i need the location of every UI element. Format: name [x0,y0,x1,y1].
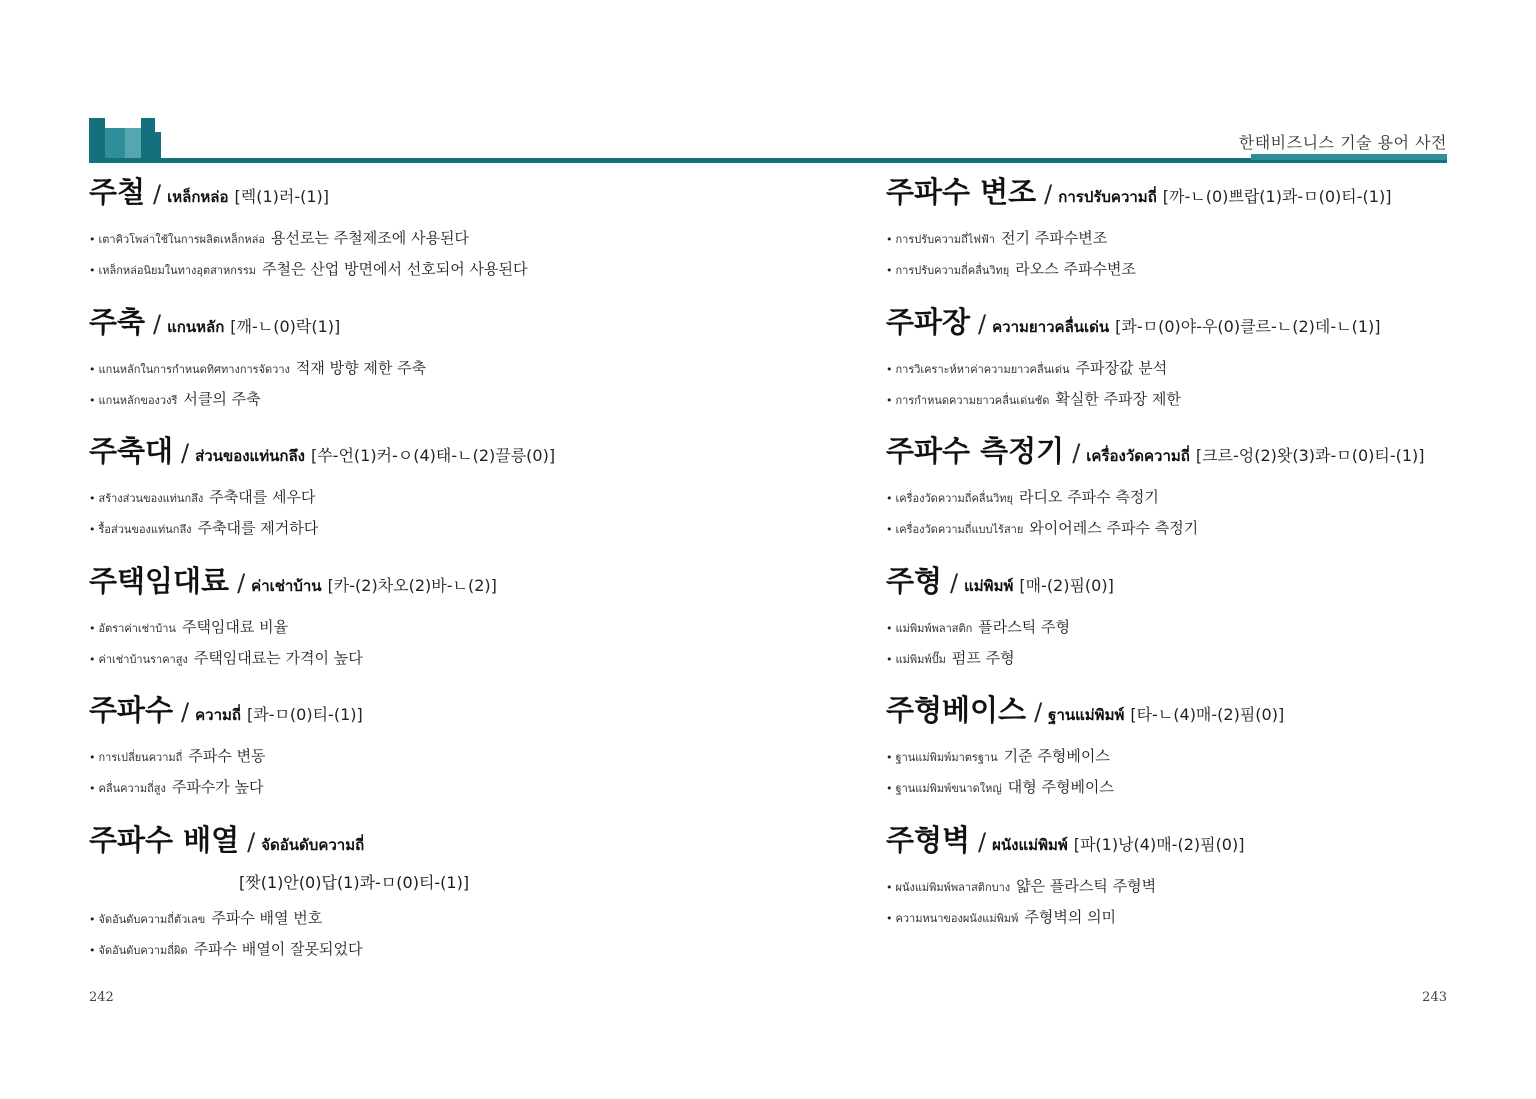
example-item [886,353,1526,384]
example-thai: เตาคิวโพล่าใช้ในการผลิตเหล็กหล่อ [98,233,266,246]
example-thai: คลื่นความถี่สูง [98,782,166,795]
example-list [89,741,729,803]
entry-headline [89,172,729,217]
dictionary-entry [89,431,729,561]
example-thai: ฐานแม่พิมพ์ขนาดใหญ่ [895,782,1002,795]
logo-bar [141,118,155,162]
left-page-column [89,172,729,958]
entry-meaning: เหล็กหล่อ [167,188,229,206]
example-thai: การปรับความถี่ไฟฟ้า [895,233,996,246]
example-item [886,643,1526,674]
logo-bar [89,118,105,162]
book-title: 한태비즈니스 기술 용어 사전 [1238,133,1447,152]
bullet-icon: • [89,621,96,635]
example-korean: 플라스틱 주형 [978,617,1070,636]
logo-bar [105,128,125,162]
bullet-icon: • [89,233,96,246]
bullet-icon: • [89,652,96,666]
example-korean: 주택임대료 비율 [181,617,289,636]
separator: / [1072,439,1081,467]
entry-meaning: ความยาวคลื่นเด่น [992,317,1110,336]
example-item [89,612,729,643]
dictionary-entry [886,690,1526,820]
example-list [886,482,1526,544]
bullet-icon: • [886,362,893,376]
entry-headline [886,820,1526,865]
bullet-icon: • [886,264,893,277]
book-title-underline [1251,154,1447,160]
entry-headline [89,431,729,476]
entry-pronunciation: [매-(2)핌(0)] [1019,575,1114,595]
example-thai: แม่พิมพ์ปั๊ม [895,652,946,666]
entry-term: 주파수 변조 [886,175,1037,209]
example-korean: 확실한 주파장 제한 [1055,389,1181,408]
example-korean: 라오스 주파수변조 [1015,260,1136,278]
example-korean: 얇은 플라스틱 주형벽 [1016,876,1157,895]
example-thai: เครื่องวัดความถี่แบบไร้สาย [895,523,1024,536]
separator: / [1034,698,1043,726]
entry-headline [89,302,729,347]
example-korean: 용선로는 주철제조에 사용된다 [271,229,469,247]
example-list [886,871,1526,933]
bullet-icon: • [886,621,893,635]
separator: / [153,309,162,338]
logo-bar [125,128,141,162]
bullet-icon: • [886,782,893,795]
example-thai: แกนหลักในการกำหนดทิศทางการจัดวาง [98,362,290,376]
example-item [886,741,1526,772]
example-thai: เหล็กหล่อนิยมในทางอุตสาหกรรม [98,264,257,277]
example-thai: ค่าเช่าบ้านราคาสูง [98,652,188,666]
bullet-icon: • [886,911,893,925]
example-item [886,482,1526,513]
entry-meaning: แม่พิมพ์ [964,576,1014,595]
entry-headline [89,820,729,865]
example-list [886,223,1526,285]
separator: / [237,568,246,597]
example-korean: 주파수가 높다 [171,778,264,796]
example-thai: รื้อส่วนของแท่นกลึง [98,523,192,536]
example-item [886,254,1526,285]
example-list [886,741,1526,803]
bullet-icon: • [89,912,96,926]
page-number-right: 243 [1422,990,1447,1005]
entry-pronunciation: [쑤-언(1)커-ㅇ(4)태-ㄴ(2)끌릉(0)] [310,446,556,465]
example-korean: 주택임대료는 가격이 높다 [193,648,363,667]
example-item [886,223,1526,254]
bullet-icon: • [886,393,893,407]
example-korean: 주철은 산업 방면에서 선호되어 사용된다 [262,260,528,278]
entry-pronunciation: [까-ㄴ(0)쁘랍(1)콰-ㅁ(0)티-(1)] [1162,187,1392,206]
example-thai: อัตราค่าเช่าบ้าน [98,621,176,635]
bullet-icon: • [89,492,96,505]
entry-headline [89,561,729,606]
separator: / [978,309,987,338]
example-item [886,384,1526,415]
example-korean: 적재 방향 제한 주축 [295,358,427,377]
entry-pronunciation: [파(1)낭(4)매-(2)핌(0)] [1073,834,1245,854]
dictionary-entry [89,172,729,302]
example-thai: การกำหนดความยาวคลื่นเด่นชัด [895,393,1050,407]
example-thai: เครื่องวัดความถี่คลื่นวิทยุ [895,492,1013,505]
example-thai: ความหนาของผนังแม่พิมพ์ [895,911,1019,925]
example-thai: ผนังแม่พิมพ์พลาสติกบาง [895,880,1011,894]
entry-meaning: การปรับความถี่ [1058,188,1157,206]
example-item [89,903,729,934]
bullet-icon: • [886,492,893,505]
example-list [89,903,729,965]
example-korean: 전기 주파수변조 [1001,229,1108,247]
bullet-icon: • [89,751,96,764]
entry-pronunciation: [타-ㄴ(4)매-(2)핌(0)] [1130,705,1285,724]
bullet-icon: • [89,264,96,277]
separator: / [181,698,190,726]
entry-meaning: แกนหลัก [167,317,225,336]
example-item [89,353,729,384]
example-item [89,223,729,254]
dictionary-entry [886,431,1526,561]
entry-meaning: ผนังแม่พิมพ์ [992,835,1068,854]
example-list [886,353,1526,415]
dictionary-entry [89,302,729,432]
separator: / [1044,180,1053,208]
example-thai: การวิเคราะห์หาค่าความยาวคลื่นเด่น [895,362,1070,376]
entry-headline [886,431,1526,476]
example-korean: 라디오 주파수 측정기 [1018,488,1159,506]
example-korean: 주형벽의 의미 [1024,907,1117,926]
bullet-icon: • [89,362,96,376]
entry-meaning: ความถี่ [195,706,241,724]
example-item [89,741,729,772]
example-item [89,772,729,803]
example-item [89,934,729,965]
page-number-left: 242 [89,990,114,1005]
entry-pronunciation: [깨-ㄴ(0)락(1)] [230,316,341,336]
example-korean: 주축대를 제거하다 [197,519,319,537]
bullet-icon: • [89,393,96,407]
publisher-logo [89,118,161,162]
example-list [886,612,1526,674]
example-korean: 주파수 배열 번호 [211,908,323,927]
entry-term: 주철 [89,175,146,209]
bullet-icon: • [89,782,96,795]
separator: / [978,827,987,856]
entry-meaning: ค่าเช่าบ้าน [251,576,322,595]
entry-pronunciation: [콰-ㅁ(0)야-우(0)클르-ㄴ(2)데-ㄴ(1)] [1115,316,1381,336]
example-item [89,643,729,674]
entry-term: 주형벽 [886,822,971,857]
example-korean: 와이어레스 주파수 측정기 [1029,519,1199,537]
entry-term: 주파수 측정기 [886,434,1065,468]
separator: / [181,439,190,467]
example-list [89,353,729,415]
entry-headline [886,172,1526,217]
entry-pronunciation: [렉(1)러-(1)] [234,187,330,206]
entry-headline [89,690,729,735]
right-page-column [886,172,1526,949]
dictionary-entry [89,820,729,958]
dictionary-entry [886,561,1526,691]
example-thai: จัดอันดับความถี่ตัวเลข [98,912,206,926]
example-item [886,902,1526,933]
example-item [886,612,1526,643]
example-thai: ฐานแม่พิมพ์มาตรฐาน [895,751,998,764]
bullet-icon: • [886,751,893,764]
example-item [89,384,729,415]
entry-headline [886,561,1526,606]
example-list [89,612,729,674]
example-korean: 대형 주형베이스 [1007,778,1114,796]
entry-meaning: จัดอันดับความถี่ [261,835,365,854]
bullet-icon: • [886,233,893,246]
example-korean: 주파수 변동 [188,747,266,765]
entry-headline [886,302,1526,347]
dictionary-entry [89,561,729,691]
example-korean: 주파수 배열이 잘못되었다 [193,939,363,958]
bullet-icon: • [89,943,96,957]
entry-meaning: ส่วนของแท่นกลึง [195,447,305,465]
entry-term: 주축대 [89,434,174,468]
example-list [89,223,729,285]
entry-term: 주파수 [89,693,174,727]
example-item [886,772,1526,803]
bullet-icon: • [886,880,893,894]
example-thai: แม่พิมพ์พลาสติก [895,621,973,635]
dictionary-entry [89,690,729,820]
example-korean: 펌프 주형 [951,648,1015,667]
entry-term: 주형 [886,563,943,598]
separator: / [950,568,959,597]
entry-term: 주형베이스 [886,693,1027,727]
example-korean: 기준 주형베이스 [1003,747,1110,765]
entry-pronunciation: [카-(2)차오(2)바-ㄴ(2)] [327,575,497,595]
example-thai: สร้างส่วนของแท่นกลึง [98,492,204,505]
entry-term: 주택임대료 [89,563,230,598]
entry-term: 주파수 배열 [89,822,240,857]
bullet-icon: • [89,523,96,536]
header-rule [89,158,1447,163]
entry-term: 주축 [89,304,146,339]
example-thai: จัดอันดับความถี่ผิด [98,943,188,957]
example-item [89,482,729,513]
separator: / [153,180,162,208]
bullet-icon: • [886,523,893,536]
example-korean: 주축대를 세우다 [209,488,316,506]
example-thai: การปรับความถี่คลื่นวิทยุ [895,264,1010,277]
bullet-icon: • [886,652,893,666]
example-thai: การเปลี่ยนความถี่ [98,751,183,764]
entry-headline [886,690,1526,735]
example-korean: 서클의 주축 [183,389,261,408]
dictionary-entry [886,820,1526,950]
separator: / [247,827,256,856]
dictionary-entry [886,172,1526,302]
example-item [89,254,729,285]
entry-term: 주파장 [886,304,971,339]
entry-pronunciation: [크르-엉(2)왓(3)콰-ㅁ(0)티-(1)] [1195,446,1425,465]
entry-pronunciation: [짯(1)안(0)답(1)콰-ㅁ(0)티-(1)] [239,872,470,892]
example-item [886,513,1526,544]
dictionary-entry [886,302,1526,432]
entry-pronunciation: [콰-ㅁ(0)티-(1)] [247,705,363,724]
entry-meaning: เครื่องวัดความถี่ [1086,447,1190,465]
entry-meaning: ฐานแม่พิมพ์ [1048,706,1125,724]
example-list [89,482,729,544]
example-thai: แกนหลักของวงรี [98,393,178,407]
example-item [89,513,729,544]
example-item [886,871,1526,902]
example-korean: 주파장값 분석 [1075,358,1168,377]
